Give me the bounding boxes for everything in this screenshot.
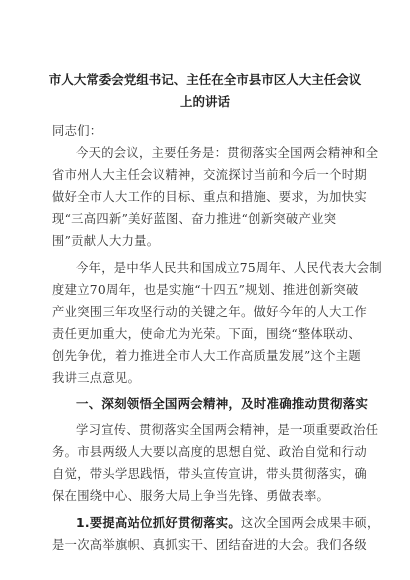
paragraph-2-line-4: 责任更加重大，使命尤为光荣。下面，围绕“整体联动、 (52, 327, 361, 341)
document-title-line-1: 市人大常委会党组书记、主任在全市县市区人大主任会议 (48, 72, 362, 87)
paragraph-1-line-5: 围”贡献人大力量。 (52, 234, 160, 248)
paragraph-4-rest: 这次全国两会成果丰硕， (241, 516, 380, 530)
paragraph-2-line-5: 创先争优，着力推进全市人大工作高质量发展”这个主题 (52, 349, 361, 363)
section-heading-1: 一、深刻领悟全国两会精神，及时准确推动贯彻落实 (76, 396, 369, 411)
paragraph-3-line-4: 保在围绕中心、服务大局上争当先锋、勇做表率。 (52, 489, 330, 503)
salutation: 同志们： (52, 124, 103, 138)
paragraph-3-line-2: 务。市县两级人大要以高度的思想自觉、政治自觉和行动 (52, 445, 367, 459)
paragraph-2-line-6: 我讲三点意见。 (52, 371, 141, 385)
paragraph-4-line-2: 是一次高举旗帜、真抓实干、团结奋进的大会。我们各级 (52, 538, 367, 552)
paragraph-3-line-3: 自觉，带头学思践悟，带头宣传宣讲，带头贯彻落实，确 (52, 467, 367, 481)
paragraph-2-line-3: 产业突围三年攻坚行动的关键之年。做好今年的人大工作 (52, 305, 367, 319)
paragraph-1-line-4: 现“三高四新”美好蓝图、奋力推进“创新突破产业突 (52, 212, 337, 226)
paragraph-1-line-1: 今天的会议，主要任务是：贯彻落实全国两会精神和全 (76, 146, 379, 160)
paragraph-1-line-3: 做好全市人大工作的目标、重点和措施、要求，为加快实 (52, 190, 367, 204)
document-title-line-2: 上的讲话 (179, 94, 230, 109)
paragraph-1-line-2: 省市州人大主任会议精神，交流探讨当前和今后一个时期 (52, 168, 367, 182)
paragraph-4-line-1 (76, 513, 380, 531)
paragraph-3-line-1: 学习宣传、贯彻落实全国两会精神，是一项重要政治任 (76, 423, 379, 437)
paragraph-4-lead: 1.要提高站位抓好贯彻落实。 (76, 516, 241, 530)
paragraph-2-line-2: 度建立70周年，也是实施“十四五”规划、推进创新突破 (52, 283, 359, 297)
paragraph-2-line-1: 今年，是中华人民共和国成立75周年、人民代表大会制 (76, 261, 382, 275)
